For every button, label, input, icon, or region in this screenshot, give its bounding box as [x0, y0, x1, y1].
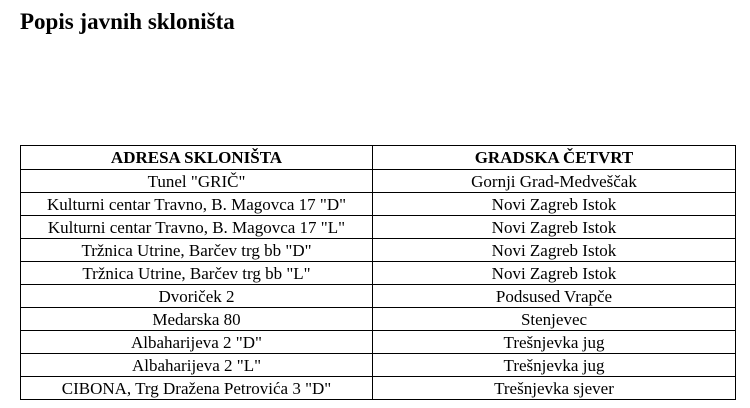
page-title: Popis javnih skloništa [20, 9, 235, 34]
shelter-address-cell: Kulturni centar Travno, B. Magovca 17 "D" [21, 193, 373, 216]
district-cell: Trešnjevka jug [373, 354, 736, 377]
shelter-address-cell: Dvoriček 2 [21, 285, 373, 308]
table-row [21, 193, 736, 216]
table-header-row [21, 146, 736, 170]
district-cell: Novi Zagreb Istok [373, 193, 736, 216]
table-row [21, 239, 736, 262]
shelter-address-cell: Tržnica Utrine, Barčev trg bb "D" [21, 239, 373, 262]
table-row [21, 308, 736, 331]
table-row [21, 285, 736, 308]
shelter-address-cell: Tržnica Utrine, Barčev trg bb "L" [21, 262, 373, 285]
district-cell: Trešnjevka sjever [373, 377, 736, 400]
column-header-district: GRADSKA ČETVRT [373, 146, 736, 170]
table-row [21, 377, 736, 400]
shelter-address-cell: Kulturni centar Travno, B. Magovca 17 "L" [21, 216, 373, 239]
shelter-address-cell: Albaharijeva 2 "D" [21, 331, 373, 354]
table-row [21, 262, 736, 285]
table-row [21, 354, 736, 377]
column-header-address: ADRESA SKLONIŠTA [21, 146, 373, 170]
district-cell: Novi Zagreb Istok [373, 262, 736, 285]
shelter-address-cell: Albaharijeva 2 "L" [21, 354, 373, 377]
district-cell: Novi Zagreb Istok [373, 216, 736, 239]
table-row [21, 216, 736, 239]
district-cell: Stenjevec [373, 308, 736, 331]
district-cell: Gornji Grad-Medveščak [373, 170, 736, 193]
table-row [21, 331, 736, 354]
district-cell: Trešnjevka jug [373, 331, 736, 354]
shelter-address-cell: Tunel "GRIČ" [21, 170, 373, 193]
district-cell: Novi Zagreb Istok [373, 239, 736, 262]
shelter-address-cell: CIBONA, Trg Dražena Petrovića 3 "D" [21, 377, 373, 400]
shelter-table [20, 145, 736, 400]
district-cell: Podsused Vrapče [373, 285, 736, 308]
shelter-address-cell: Medarska 80 [21, 308, 373, 331]
table-row [21, 170, 736, 193]
